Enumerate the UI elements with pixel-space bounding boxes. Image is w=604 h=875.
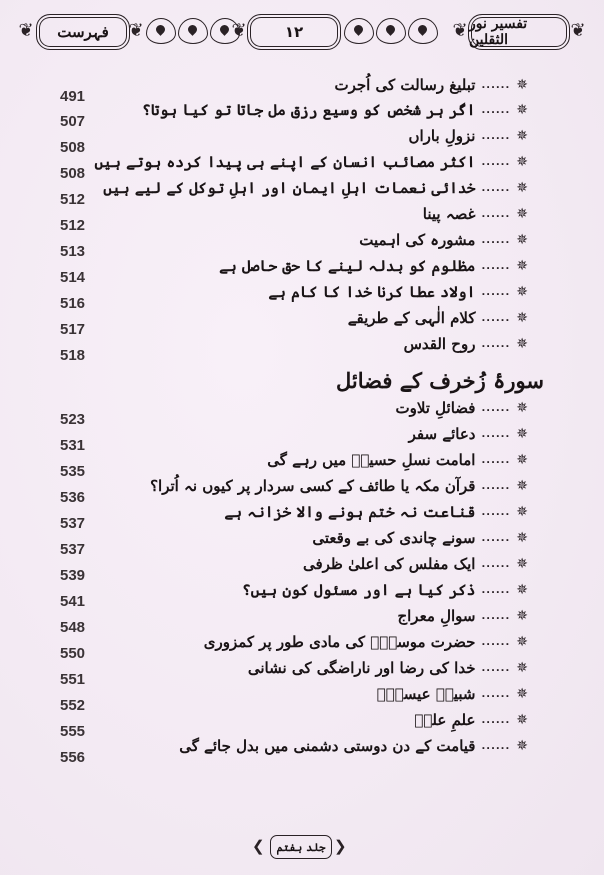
toc-entry — [0, 127, 604, 156]
volume-label: جلد ہفتم — [276, 840, 326, 854]
star-bullet-icon: ✵ — [516, 426, 528, 442]
star-bullet-icon: ✵ — [516, 284, 528, 300]
star-bullet-icon: ✵ — [516, 712, 528, 728]
leader-dots: ...... — [481, 428, 511, 440]
star-bullet-icon: ✵ — [516, 77, 528, 93]
entry-title: امامت نسلِ حسینؑ میں رہے گی — [267, 451, 476, 469]
star-bullet-icon: ✵ — [516, 660, 528, 676]
page-number-cartouche — [247, 14, 341, 50]
ornament-finial-icon: ❦ — [570, 20, 586, 41]
toc-entry — [0, 555, 604, 584]
section-title: فہرست — [57, 23, 109, 41]
leader-dots: ...... — [481, 312, 511, 324]
toc-entry — [0, 503, 604, 532]
page-ref: 514 — [60, 269, 86, 286]
star-bullet-icon: ✵ — [516, 686, 528, 702]
entry-line — [408, 127, 528, 145]
toc-entry — [0, 153, 604, 182]
ornament-finial-icon: ❦ — [18, 20, 34, 41]
entry-line — [395, 399, 528, 417]
page-ref: 523 — [60, 411, 86, 428]
toc-entry — [0, 529, 604, 558]
star-bullet-icon: ✵ — [516, 128, 528, 144]
page-ref: 550 — [60, 645, 86, 662]
entry-line — [142, 101, 528, 119]
page-ref: 508 — [60, 139, 86, 156]
entry-line — [204, 633, 528, 651]
star-bullet-icon: ✵ — [516, 504, 528, 520]
toc-entry — [0, 581, 604, 610]
entry-line — [348, 309, 528, 327]
entry-title: شبیہِ عیسیٰؑ — [376, 685, 476, 703]
star-bullet-icon: ✵ — [516, 336, 528, 352]
entry-title: خدا کی رضا اور ناراضگی کی نشانی — [247, 659, 476, 677]
entry-line — [242, 581, 528, 599]
entry-title: فضائلِ تلاوت — [395, 399, 476, 417]
star-bullet-icon: ✵ — [516, 180, 528, 196]
star-bullet-icon: ✵ — [516, 310, 528, 326]
entry-title: مشورہ کی اہمیت — [359, 231, 476, 249]
toc-entry — [0, 101, 604, 130]
entry-title: مظلوم کو بدلہ لینے کا حق حاصل ہے — [219, 257, 476, 275]
leader-dots: ...... — [481, 104, 511, 116]
page-ref: 507 — [60, 113, 86, 130]
star-bullet-icon: ✵ — [516, 530, 528, 546]
star-bullet-icon: ✵ — [516, 634, 528, 650]
page-ref: 512 — [60, 217, 86, 234]
page-ref: 548 — [60, 619, 86, 636]
star-bullet-icon: ✵ — [516, 206, 528, 222]
ornament-finial-icon: ❯ — [334, 837, 347, 855]
star-bullet-icon: ✵ — [516, 738, 528, 754]
leader-dots: ...... — [481, 662, 511, 674]
page-ref: 541 — [60, 593, 86, 610]
ornament-finial-icon: ❦ — [231, 20, 247, 41]
ornament-finial-icon: ❦ — [452, 20, 468, 41]
entry-line — [303, 555, 528, 573]
leader-dots: ...... — [481, 454, 511, 466]
toc-entry — [0, 205, 604, 234]
toc-entry — [0, 685, 604, 714]
toc-entry — [0, 659, 604, 688]
page-ref: 556 — [60, 749, 86, 766]
page-ref: 555 — [60, 723, 86, 740]
entry-title: قیامت کے دن دوستی دشمنی میں بدل جائے گی — [179, 737, 476, 755]
volume-badge — [270, 835, 332, 859]
entry-line — [224, 503, 528, 521]
entry-title: سونے چاندی کی بے وقعتی — [312, 529, 476, 547]
page-ref: 551 — [60, 671, 86, 688]
entry-title: اولاد عطا کرنا خدا کا کام ہے — [268, 283, 476, 301]
leader-dots: ...... — [481, 156, 511, 168]
star-bullet-icon: ✵ — [516, 478, 528, 494]
entry-line — [219, 257, 528, 275]
leader-dots: ...... — [481, 636, 511, 648]
entry-line — [267, 451, 528, 469]
toc-entry — [0, 179, 604, 208]
star-bullet-icon: ✵ — [516, 608, 528, 624]
leader-dots: ...... — [481, 610, 511, 622]
toc-entry — [0, 309, 604, 338]
leader-dots: ...... — [481, 558, 511, 570]
page-ref: 518 — [60, 347, 86, 364]
leader-dots: ...... — [481, 480, 511, 492]
entry-title: قرآن مکہ یا طائف کے کسی سردار پر کیوں نہ اُترا؟ — [150, 477, 476, 495]
entry-title: غصہ پینا — [422, 205, 476, 223]
page-number: ۱۲ — [284, 23, 304, 41]
entry-line — [248, 659, 528, 677]
entry-line — [268, 283, 528, 301]
page-ref: 531 — [60, 437, 86, 454]
leader-dots: ...... — [481, 740, 511, 752]
leader-dots: ...... — [481, 532, 511, 544]
entry-title: نزولِ باراں — [408, 127, 476, 145]
star-bullet-icon: ✵ — [516, 452, 528, 468]
section-title-cartouche — [36, 14, 130, 50]
book-title-cartouche — [468, 14, 570, 50]
entry-title: روح القدس — [403, 335, 476, 353]
leader-dots: ...... — [481, 182, 511, 194]
page-ref: 516 — [60, 295, 86, 312]
page-ref: 517 — [60, 321, 86, 338]
leader-dots: ...... — [481, 402, 511, 414]
leader-dots: ...... — [481, 506, 511, 518]
leader-dots: ...... — [481, 130, 511, 142]
page-ref: 536 — [60, 489, 86, 506]
floral-vine-ornament-icon — [344, 17, 438, 45]
entry-line — [103, 179, 528, 197]
entry-line — [414, 711, 528, 729]
page-ref: 512 — [60, 191, 86, 208]
entry-line — [409, 425, 528, 443]
star-bullet-icon: ✵ — [516, 258, 528, 274]
leader-dots: ...... — [481, 208, 511, 220]
entry-title: ایک مفلس کی اعلیٰ ظرفی — [302, 555, 476, 573]
star-bullet-icon: ✵ — [516, 232, 528, 248]
leader-dots: ...... — [481, 338, 511, 350]
entry-line — [312, 529, 528, 547]
leader-dots: ...... — [481, 79, 511, 91]
entry-line — [179, 737, 528, 755]
toc-entry — [0, 231, 604, 260]
entry-title: کلام الٰہی کے طریقے — [347, 309, 476, 327]
toc-entry — [0, 335, 604, 364]
star-bullet-icon: ✵ — [516, 556, 528, 572]
entry-title: اکثر مصائب انسان کے اپنے ہی پیدا کردہ ہوتے ہیں — [94, 153, 476, 171]
leader-dots: ...... — [481, 688, 511, 700]
entry-title: ذکر کیا ہے اور مسئول کون ہیں؟ — [241, 581, 476, 599]
page-ref: 539 — [60, 567, 86, 584]
entry-line — [94, 153, 528, 171]
book-title: تفسیر نور الثقلین — [469, 16, 528, 48]
entry-line — [404, 335, 528, 353]
toc-entry — [0, 477, 604, 506]
floral-vine-ornament-icon — [146, 17, 240, 45]
entry-title: علمِ علیؑ — [414, 711, 476, 729]
entry-title: حضرت موسیٰؑ کی مادی طور پر کمزوری — [203, 633, 476, 651]
toc-entry — [0, 399, 604, 428]
leader-dots: ...... — [481, 234, 511, 246]
entry-line — [334, 76, 528, 94]
page-ref: 513 — [60, 243, 86, 260]
entry-title: سوالِ معراج — [397, 607, 476, 625]
toc-entry — [0, 283, 604, 312]
entry-line — [377, 685, 528, 703]
entry-line — [150, 477, 528, 495]
leader-dots: ...... — [481, 584, 511, 596]
star-bullet-icon: ✵ — [516, 400, 528, 416]
entry-title: دعائے سفر — [408, 425, 476, 443]
leader-dots: ...... — [481, 286, 511, 298]
toc-entry — [0, 737, 604, 766]
toc-entry — [0, 607, 604, 636]
page-ref: 535 — [60, 463, 86, 480]
page-ref: 552 — [60, 697, 86, 714]
page-ref: 537 — [60, 541, 86, 558]
entry-line — [359, 231, 528, 249]
toc-entry — [0, 257, 604, 286]
page-ref: 537 — [60, 515, 86, 532]
toc-entry — [0, 711, 604, 740]
entry-title: قناعت نہ ختم ہونے والا خزانہ ہے — [224, 503, 476, 521]
star-bullet-icon: ✵ — [516, 582, 528, 598]
ornament-finial-icon: ❦ — [128, 20, 144, 41]
entry-title: تبلیغ رسالت کی اُجرت — [334, 76, 476, 94]
toc-entry — [0, 425, 604, 454]
page-ref: 491 — [60, 88, 86, 105]
star-bullet-icon: ✵ — [516, 154, 528, 170]
ornament-finial-icon: ❮ — [252, 837, 265, 855]
toc-entry — [0, 451, 604, 480]
page-header — [0, 0, 604, 62]
section-heading: سورۂ زُخرف کے فضائل — [335, 368, 544, 393]
page-ref: 508 — [60, 165, 86, 182]
star-bullet-icon: ✵ — [516, 102, 528, 118]
entry-line — [423, 205, 528, 223]
entry-title: اگر ہر شخص کو وسیع رزق مل جاتا تو کیا ہوتا؟ — [141, 101, 476, 119]
entry-line — [397, 607, 528, 625]
leader-dots: ...... — [481, 260, 511, 272]
leader-dots: ...... — [481, 714, 511, 726]
entry-title: خدائی نعمات اہلِ ایمان اور اہلِ توکل کے لیے ہیں — [103, 179, 476, 197]
toc-entry — [0, 633, 604, 662]
